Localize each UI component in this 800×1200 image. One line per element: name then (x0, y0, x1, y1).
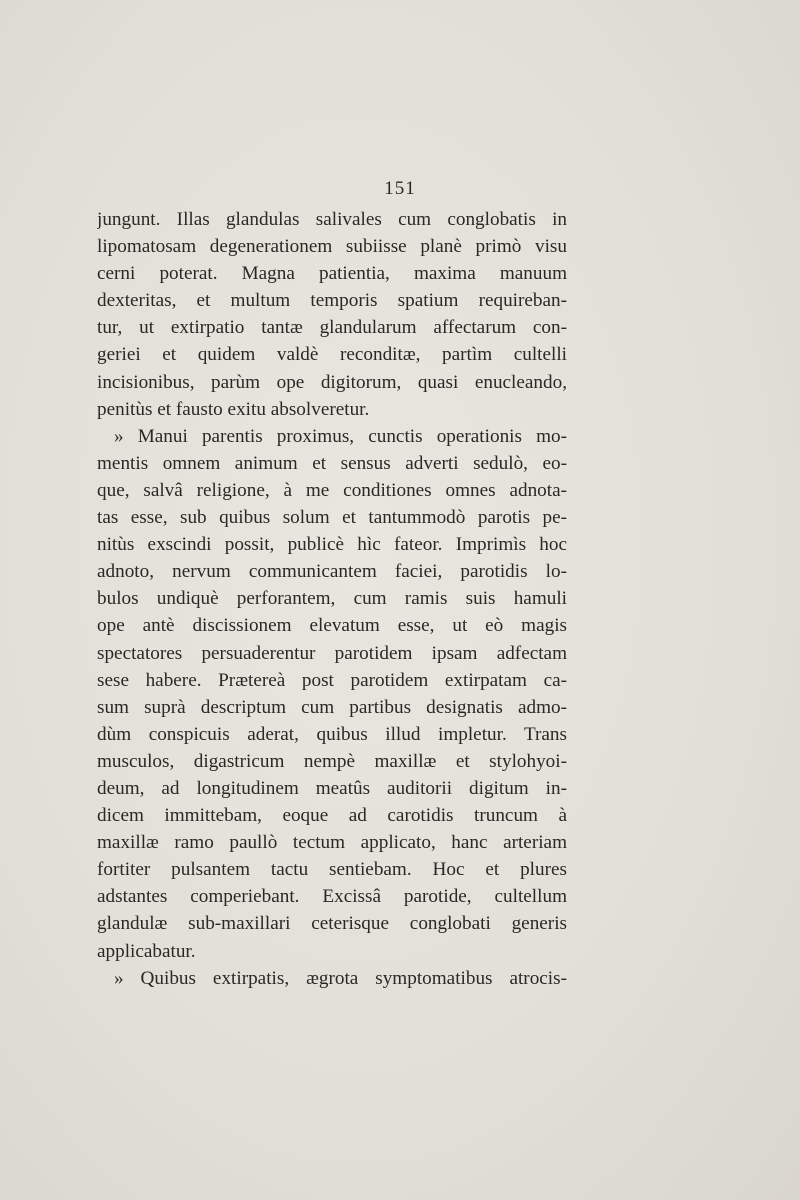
text-line: geriei et quidem valdè reconditæ, partìm cultelli (97, 344, 567, 366)
text-line: applicabatur. (97, 940, 196, 962)
text-line: tur, ut extirpatio tantæ glandularum affectarum con- (97, 317, 567, 339)
text-line: fortiter pulsantem tactu sentiebam. Hoc et plures (97, 859, 567, 881)
text-line: penitùs et fausto exitu absolveretur. (97, 398, 370, 420)
text-line: adnoto, nervum communicantem faciei, parotidis lo- (97, 561, 567, 583)
text-line: adstantes comperiebant. Excissâ parotide, cultellum (97, 886, 567, 908)
text-line: mentis omnem animum et sensus adverti sedulò, eo- (97, 452, 567, 474)
text-line: incisionibus, parùm ope digitorum, quasi enucleando, (97, 371, 567, 393)
text-line: glandulæ sub-maxillari ceterisque conglobati generis (97, 913, 567, 935)
text-line: jungunt. Illas glandulas salivales cum conglobatis in (97, 209, 567, 230)
text-line: » Quibus extirpatis, ægrota symptomatibus atrocis- (114, 967, 567, 989)
text-line: bulos undiquè perforantem, cum ramis suis hamuli (97, 588, 567, 610)
text-line: dicem immittebam, eoque ad carotidis truncum à (97, 805, 567, 827)
text-line: » Manui parentis proximus, cunctis operationis mo- (114, 425, 567, 447)
text-line: lipomatosam degenerationem subiisse planè primò visu (97, 236, 567, 258)
text-line: tas esse, sub quibus solum et tantummodò parotis pe- (97, 507, 567, 529)
body-text (97, 206, 567, 992)
text-line: musculos, digastricum nempè maxillæ et stylohyoi- (97, 750, 567, 772)
text-line: ope antè discissionem elevatum esse, ut eò magis (97, 615, 567, 637)
text-line: nitùs exscindi possit, publicè hìc fateor. Imprimìs hoc (97, 534, 567, 556)
text-line: dexteritas, et multum temporis spatium requireban- (97, 290, 567, 312)
text-line: sum suprà descriptum cum partibus designatis admo- (97, 696, 567, 718)
page-number: 151 (384, 178, 416, 199)
text-line: sese habere. Prætereà post parotidem extirpatam ca- (97, 669, 567, 691)
text-line: spectatores persuaderentur parotidem ipsam adfectam (97, 642, 567, 664)
text-line: que, salvâ religione, à me conditiones omnes adnota- (97, 479, 567, 501)
text-line: cerni poterat. Magna patientia, maxima manuum (97, 263, 567, 285)
text-line: maxillæ ramo paullò tectum applicato, hanc arteriam (97, 832, 567, 854)
text-line: deum, ad longitudinem meatûs auditorii digitum in- (97, 777, 567, 799)
text-line: dùm conspicuis aderat, quibus illud impletur. Trans (97, 723, 567, 745)
